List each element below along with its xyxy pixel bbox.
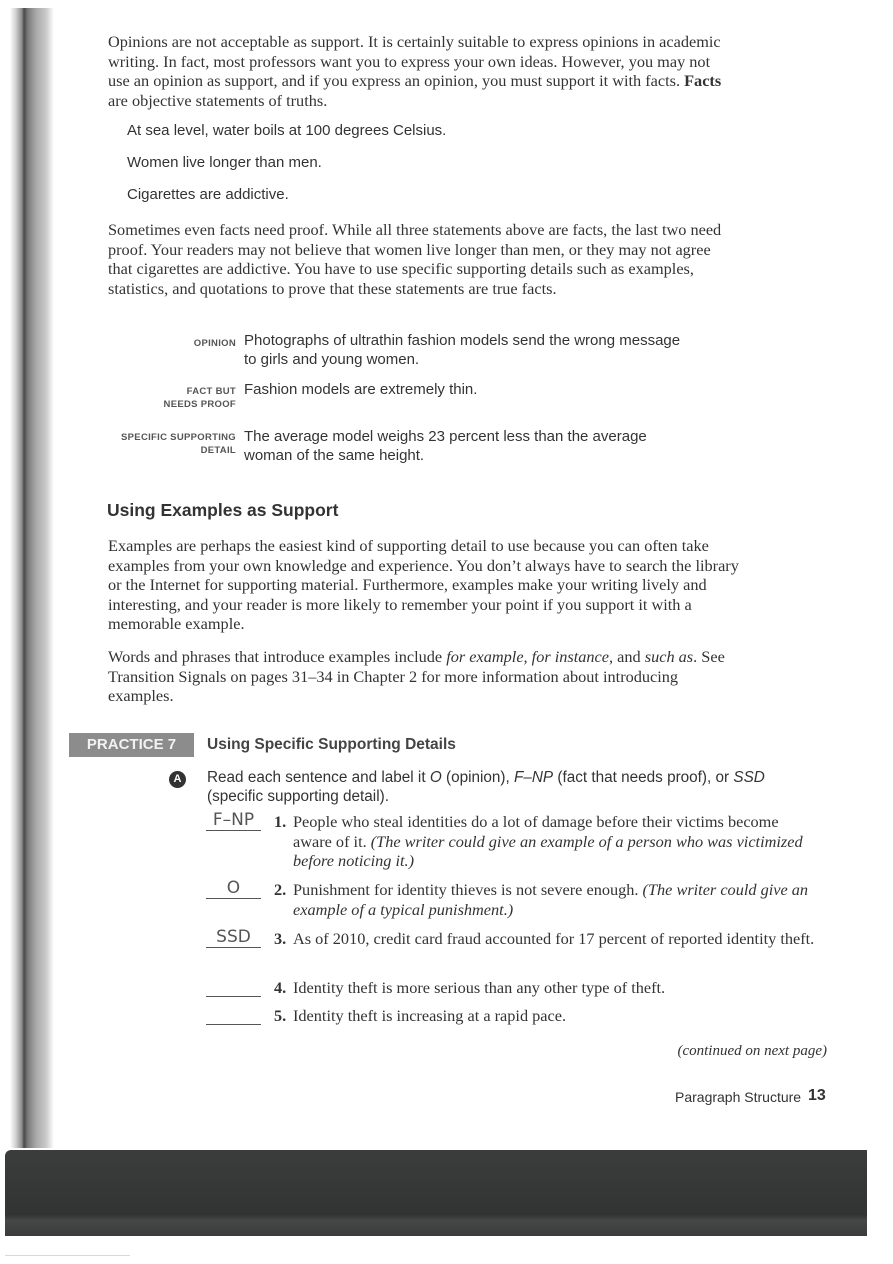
text: (specific supporting detail). — [207, 788, 389, 805]
italic-term: for example, for instance, — [446, 647, 614, 666]
practice-instructions — [207, 768, 807, 806]
page-number: 13 — [808, 1087, 826, 1104]
item-text — [293, 812, 818, 871]
answer-blank[interactable]: SSD — [206, 929, 261, 948]
example-ssd-text: The average model weighs 23 percent less than the average woman of the same height. — [244, 428, 647, 464]
example-label-opinion — [194, 337, 236, 350]
text: (opinion), — [441, 769, 515, 786]
item-number: 4. — [274, 978, 287, 997]
answer-blank[interactable] — [206, 1006, 261, 1025]
text: As of 2010, credit card fraud accounted for 17 percent of reported identity theft. — [293, 929, 815, 948]
answer-blank[interactable] — [206, 978, 261, 997]
intro-paragraph — [108, 32, 733, 110]
text: and — [613, 647, 645, 666]
intro-text-end: are objective statements of truths. — [108, 90, 328, 110]
section-heading: Using Examples as Support — [107, 500, 339, 520]
example-fact-text: Fashion models are extremely thin. — [244, 381, 478, 398]
example-label-ssd — [121, 431, 236, 457]
item-number: 1. — [274, 812, 287, 831]
practice-title: Using Specific Supporting Details — [207, 736, 456, 753]
book-spine-shadow — [10, 8, 54, 1148]
text: (fact that needs proof), or — [553, 769, 734, 786]
item-number: 2. — [274, 880, 287, 899]
intro-text: Opinions are not acceptable as support. It is certainly suitable to express opinions in academic writing. In fact, most professors want you to express your own ideas. However, you may not use an opinion as support, and if you express an opinion, you must support it with facts. — [108, 32, 721, 91]
practice-badge: PRACTICE 7 — [69, 733, 194, 757]
label-line: NEEDS PROOF — [163, 399, 236, 410]
label-line: DETAIL — [200, 445, 236, 456]
example-opinion-text: Photographs of ultrathin fashion models send the wrong message to girls and young women. — [244, 332, 681, 368]
italic-term: F–NP — [514, 769, 554, 786]
answer-blank[interactable]: F–NP — [206, 812, 261, 831]
italic-term: SSD — [733, 769, 765, 786]
item-hint: (The writer could give an example of a typical punishment.) — [293, 880, 809, 919]
examples-paragraph: Examples are perhaps the easiest kind of supporting detail to use because you can often take examples from your own knowledge and experience. You don’t always have to search the library or the Internet for supporting material. Furthermore, examples make your writing lively and interesting, and your reader is more likely to remember your point if you support it with a memorable example. — [108, 536, 739, 634]
item-hint: (The writer could give an example of a person who was victimized before noticing it.) — [293, 831, 803, 871]
item-text — [293, 978, 818, 998]
text: Identity theft is increasing at a rapid pace. — [293, 1006, 567, 1025]
facts-term: Facts — [684, 71, 722, 91]
text: Words and phrases that introduce examples include — [108, 647, 447, 666]
italic-term: O — [429, 769, 442, 786]
text: People who steal identities do a lot of damage before their victims become aware of it. — [293, 812, 779, 851]
fact-statement: At sea level, water boils at 100 degrees Celsius. — [127, 122, 447, 139]
scan-artifact-line — [5, 1255, 130, 1256]
answer-blank[interactable]: O — [206, 880, 261, 899]
label-line: SPECIFIC SUPPORTING — [121, 432, 236, 443]
item-text — [293, 1006, 818, 1026]
footer-chapter-title: Paragraph Structure — [675, 1089, 802, 1105]
fact-statement: Women live longer than men. — [127, 154, 322, 171]
signals-paragraph — [108, 647, 733, 706]
label-line: OPINION — [193, 338, 236, 349]
item-number: 5. — [274, 1006, 287, 1025]
item-number: 3. — [274, 929, 287, 948]
text: Identity theft is more serious than any other type of theft. — [293, 978, 666, 997]
text: . See Transition Signals on pages 31–34 in Chapter 2 for more information about introducing examples. — [108, 647, 725, 706]
continued-note: (continued on next page) — [677, 1043, 827, 1059]
text: Read each sentence and label it — [207, 769, 430, 786]
proof-paragraph: Sometimes even facts need proof. While all three statements above are facts, the last two need proof. Your readers may not believe that women live longer than men, or they may not agree that cigarettes are addictive. You have to use specific supporting details such as examples, statistics, and quotations to prove that these statements are true facts. — [108, 220, 722, 298]
example-label-fact — [164, 385, 236, 411]
item-text — [293, 880, 818, 919]
fact-statement: Cigarettes are addictive. — [127, 186, 289, 203]
italic-term: such as — [644, 647, 694, 666]
scanner-bottom-edge — [5, 1150, 867, 1236]
text: Punishment for identity thieves is not severe enough. — [293, 880, 643, 899]
label-line: FACT BUT — [186, 386, 236, 397]
item-text — [293, 929, 818, 949]
step-a-icon: A — [169, 771, 186, 788]
